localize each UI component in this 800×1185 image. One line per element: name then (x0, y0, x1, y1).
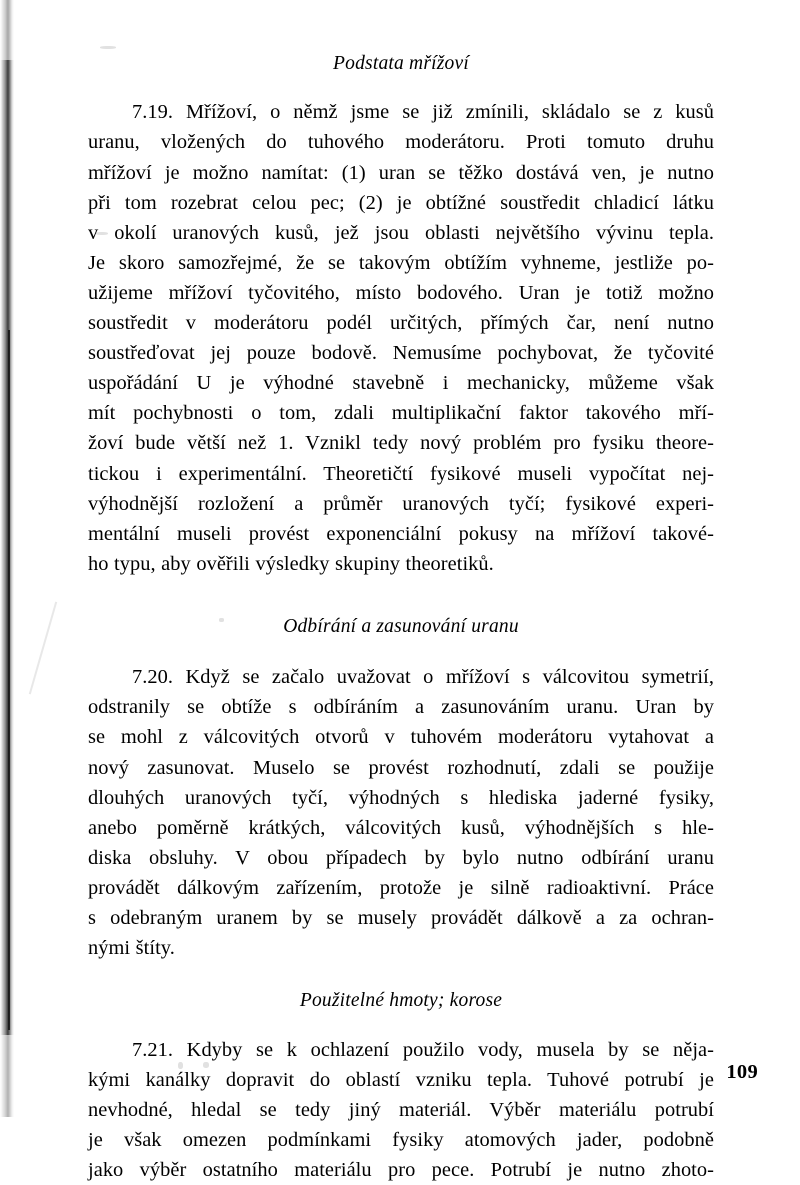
page-text-column (88, 52, 714, 1185)
scan-gutter-dark-line (8, 330, 10, 1030)
text-line: mentální museli provést exponenciální pokusy na mřížoví takové- (88, 522, 714, 545)
text-line: v okolí uranových kusů, jež jsou oblasti největšího vývinu tepla. (88, 221, 714, 244)
paragraph-7-20 (88, 662, 714, 963)
section-heading-podstata-mrizovi: Podstata mřížoví (333, 53, 469, 74)
text-line: mřížoví je možno namítat: (1) uran se těžko dostává ven, je nutno (88, 161, 714, 184)
text-line: uranu, vložených do tuhového moderátoru. Proti tomuto druhu (88, 131, 714, 154)
text-line: diska obsluhy. V obou případech by bylo nutno odbírání uranu (88, 846, 714, 869)
text-line: s odebraným uranem by se musely provádět dálkově a za ochran- (88, 907, 714, 930)
text-line: jako výběr ostatního materiálu pro pece. Potrubí je nutno zhoto- (88, 1158, 714, 1181)
text-line: provádět dálkovým zařízením, protože je silně radioaktivní. Práce (88, 876, 714, 899)
paragraph-7-21 (88, 1035, 714, 1185)
text-line: nový zasunovat. Muselo se provést rozhodnutí, zdali se použije (88, 756, 714, 779)
scan-scratch (29, 602, 57, 695)
scan-gutter-shadow (0, 0, 14, 1117)
text-line: anebo poměrně krátkých, válcovitých kusů, výhodnějších s hle- (88, 816, 714, 839)
text-line: nevhodné, hledal se tedy jiný materiál. Výběr materiálu potrubí (88, 1098, 714, 1121)
scan-gutter-fade-bottom (0, 1035, 14, 1117)
section-heading-odbirani-a-zasunovani-uranu: Odbírání a zasunování uranu (283, 615, 519, 637)
text-line: ho typu, aby ověřili výsledky skupiny theoretiků. (88, 552, 494, 575)
text-line: užijeme mřížoví tyčovitého, místo bodového. Uran je totiž možno (88, 281, 714, 304)
scan-gutter-fade-top (0, 0, 14, 60)
text-line: při tom rozebrat celou pec; (2) je obtížné soustředit chladicí látku (88, 191, 714, 214)
text-line: kými kanálky dopravit do oblastí vzniku tepla. Tuhové potrubí je (88, 1068, 714, 1091)
text-line: je však omezen podmínkami fysiky atomových jader, podobně (88, 1128, 714, 1151)
text-line: výhodnější rozložení a průměr uranových tyčí; fysikové experi- (88, 492, 714, 515)
text-line: nými štíty. (88, 937, 175, 960)
text-line: 7.21. Kdyby se k ochlazení použilo vody, musela by se něja- (132, 1038, 714, 1061)
text-line: soustředit v moderátoru podél určitých, přímých čar, není nutno (88, 312, 714, 335)
text-line: odstranily se obtíže s odbíráním a zasunováním uranu. Uran by (88, 696, 714, 719)
paragraph-7-19 (88, 97, 714, 579)
section-heading-pouzitelne-hmoty-korose: Použitelné hmoty; korose (299, 990, 503, 1012)
text-line: tickou i experimentální. Theoretičtí fysikové museli vypočítat nej- (88, 462, 714, 485)
text-line: 7.20. Když se začalo uvažovat o mřížoví s válcovitou symetrií, (132, 666, 714, 689)
text-line: 7.19. Mřížoví, o němž jsme se již zmínili, skládalo se z kusů (132, 101, 714, 124)
text-line: uspořádání U je výhodné stavebně i mechanicky, můžeme však (88, 372, 714, 395)
page-number: 109 (726, 1061, 758, 1083)
text-line: se mohl z válcovitých otvorů v tuhovém moderátoru vytahovat a (88, 726, 714, 749)
text-line: dlouhých uranových tyčí, výhodných s hlediska jaderné fysiky, (88, 786, 714, 809)
scan-speck (100, 46, 116, 49)
text-line: žoví bude větší než 1. Vznikl tedy nový problém pro fysiku theore- (88, 432, 714, 455)
text-line: Je skoro samozřejmé, že se takovým obtížím vyhneme, jestliže po- (88, 251, 714, 274)
text-line: soustřeďovat jej pouze bodově. Nemusíme pochybovat, že tyčovité (88, 342, 714, 365)
text-line: mít pochybnosti o tom, zdali multiplikační faktor takového mří- (88, 402, 714, 425)
